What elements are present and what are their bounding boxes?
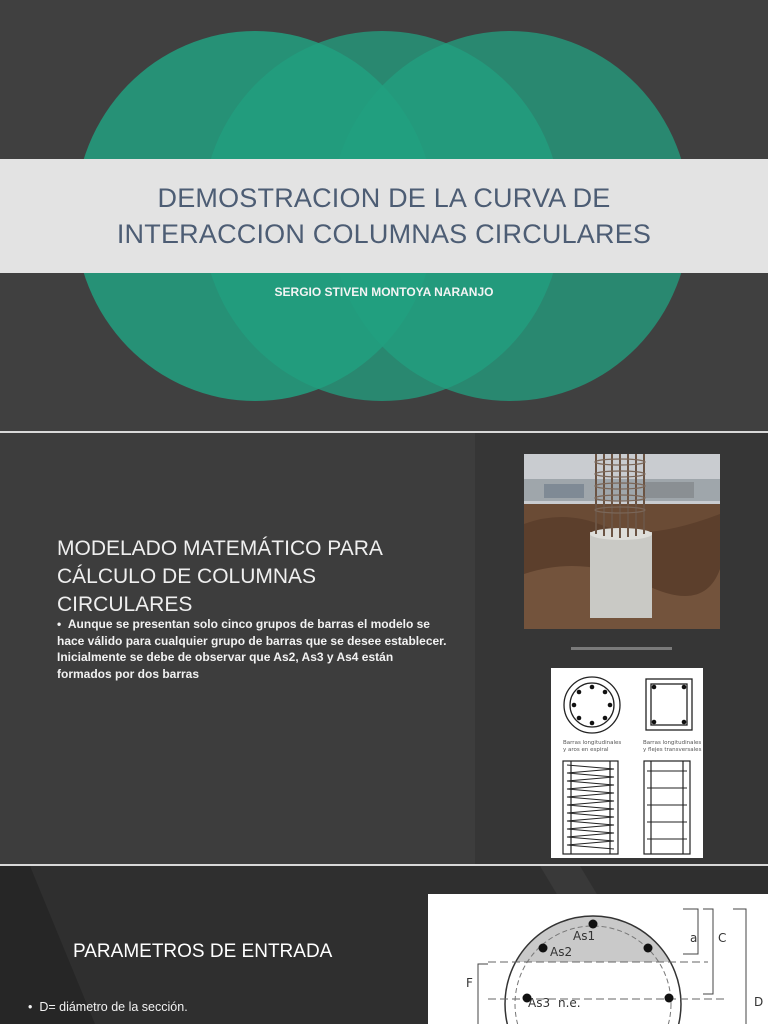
label-a: a xyxy=(690,931,698,945)
section-heading-line-1: MODELADO MATEMÁTICO PARA xyxy=(57,537,383,560)
label-c: C xyxy=(718,931,727,945)
label-d: D xyxy=(754,995,764,1009)
modeling-slide xyxy=(0,433,768,864)
bullet-paragraph xyxy=(57,616,447,682)
column-section-figure xyxy=(428,894,768,1024)
bullet-text: Aunque se presentan solo cinco grupos de barras el modelo se hace válido para cualquier grupo de barras que se desee establecer. Inicialmente se debe de observar que As2, As3 y As4 están formados por dos barras xyxy=(57,617,447,681)
bullet-dot: • xyxy=(57,617,68,631)
reinforcement-drawing xyxy=(551,668,703,858)
figure-caption-left-1: Barras longitudinales xyxy=(563,740,622,746)
section-heading-line-2: CÁLCULO DE COLUMNAS CIRCULARES xyxy=(57,565,317,616)
figure-caption-right-1: Barras longitudinales xyxy=(643,740,702,746)
title-slide xyxy=(0,0,768,431)
label-as1: As1 xyxy=(573,929,596,943)
parameter-bullet-text: D= diámetro de la sección. xyxy=(39,1000,188,1014)
slide-title-line-1: DEMOSTRACION DE LA CURVA DE xyxy=(157,183,611,213)
figure-caption-right-2: y flejes transversales xyxy=(643,747,702,753)
figure-caption-left-2: y aros en espiral xyxy=(563,747,609,753)
parameters-heading: PARAMETROS DE ENTRADA xyxy=(73,941,333,962)
section-heading xyxy=(57,535,457,619)
label-as3: As3 xyxy=(528,996,551,1010)
author-name: SERGIO STIVEN MONTOYA NARANJO xyxy=(274,285,494,299)
parameters-slide xyxy=(0,866,768,1024)
label-as2: As2 xyxy=(550,945,573,959)
label-f: F xyxy=(466,976,473,990)
title-band xyxy=(0,159,768,273)
parameter-bullet xyxy=(28,1000,188,1014)
bullet-dot: • xyxy=(28,1000,40,1014)
image-divider xyxy=(571,647,672,650)
label-neutral-axis: n.e. xyxy=(558,996,581,1010)
column-construction-photo xyxy=(524,454,720,629)
slide-title-line-2: INTERACCION COLUMNAS CIRCULARES xyxy=(116,219,652,249)
